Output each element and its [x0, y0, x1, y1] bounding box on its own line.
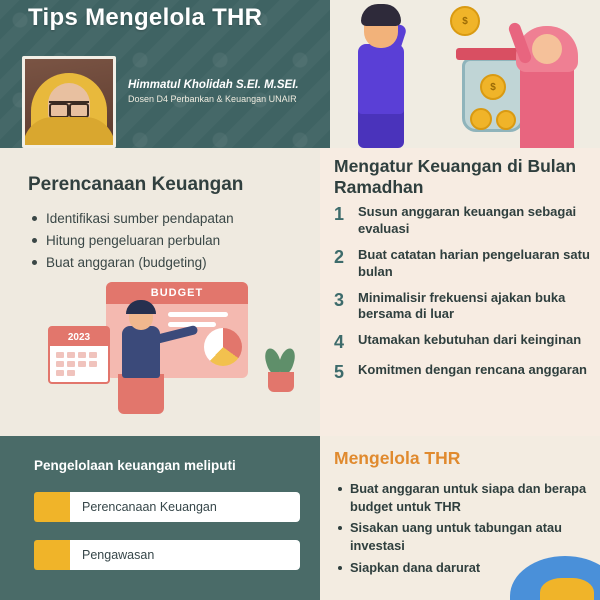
chip-label: Perencanaan Keuangan — [70, 492, 300, 522]
item-number: 5 — [334, 362, 345, 383]
planning-panel — [0, 148, 320, 436]
calendar-cell — [89, 361, 97, 367]
page-title: Tips Mengelola THR — [28, 4, 263, 31]
chip-tag — [34, 540, 70, 570]
scope-chip — [34, 492, 300, 522]
item-number: 1 — [334, 204, 345, 224]
thr-title: Mengelola THR — [334, 448, 461, 468]
thr-panel — [320, 436, 600, 600]
glasses-icon — [49, 101, 89, 112]
speaker-credit — [128, 78, 328, 106]
ramadhan-panel — [320, 148, 600, 436]
scope-chip — [34, 540, 300, 570]
item-number: 3 — [334, 289, 345, 310]
ramadhan-list — [334, 204, 596, 392]
ramadhan-title: Mengatur Keuangan di Bulan Ramadhan — [334, 156, 577, 197]
calendar-cell — [67, 370, 75, 376]
planning-list — [30, 208, 314, 274]
speaker-photo — [22, 56, 116, 148]
calendar-cell — [67, 361, 75, 367]
list-item — [334, 332, 596, 353]
coin-symbol: $ — [490, 81, 496, 93]
pie-chart-icon — [204, 328, 242, 366]
scope-panel — [0, 436, 320, 600]
calendar-cell — [56, 352, 64, 358]
list-item — [334, 247, 596, 281]
list-item: Siapkan dana darurat — [336, 559, 590, 577]
calendar-grid — [56, 352, 104, 376]
scope-title: Pengelolaan keuangan meliputi — [34, 458, 236, 473]
item-text: Komitmen dengan rencana anggaran — [358, 362, 587, 378]
header-panel — [0, 0, 330, 148]
item-number: 2 — [334, 246, 345, 267]
calendar-icon — [48, 326, 110, 384]
coin-icon — [450, 6, 480, 36]
list-item — [334, 290, 596, 324]
hero-illustration — [330, 0, 600, 148]
item-text: Minimalisir frekuensi ajakan buka bersama di luar — [358, 289, 566, 322]
speaker-role: Dosen D4 Perbankan & Keuangan UNAIR — [128, 94, 297, 105]
illustration-person-left-hair — [361, 4, 401, 26]
budget-illustration — [18, 276, 308, 428]
list-item: Sisakan uang untuk tabungan atau investasi — [336, 519, 590, 554]
coin-icon — [470, 108, 492, 130]
coin-icon — [480, 74, 506, 100]
illustration-person-body — [122, 326, 160, 378]
coin-symbol: $ — [462, 15, 468, 27]
item-text: Susun anggaran keuangan sebagai evaluasi — [358, 204, 577, 236]
speaker-name: Himmatul Kholidah S.EI. M.SEI. — [128, 79, 299, 91]
list-item: Hitung pengeluaran perbulan — [30, 230, 314, 252]
item-text: Buat catatan harian pengeluaran satu bulan — [358, 246, 590, 279]
calendar-cell — [67, 352, 75, 358]
calendar-cell — [56, 370, 64, 376]
illustration-person-right-face — [532, 34, 562, 64]
list-item: Identifikasi sumber pendapatan — [30, 208, 314, 230]
calendar-cell — [89, 352, 97, 358]
body-shape — [23, 117, 115, 148]
calendar-year: 2023 — [50, 328, 108, 346]
illustration-person-legs — [118, 374, 164, 414]
coin-icon — [496, 110, 516, 130]
list-item — [334, 204, 596, 238]
chip-label: Pengawasan — [70, 540, 300, 570]
list-item — [334, 362, 596, 383]
plant-pot — [268, 372, 294, 392]
list-item: Buat anggaran (budgeting) — [30, 252, 314, 274]
list-item: Buat anggaran untuk siapa dan berapa budget untuk THR — [336, 480, 590, 515]
plant-icon — [264, 346, 298, 392]
budget-board-label: BUDGET — [106, 282, 248, 304]
item-text: Utamakan kebutuhan dari keinginan — [358, 332, 582, 348]
chip-tag — [34, 492, 70, 522]
planning-title: Perencanaan Keuangan — [28, 174, 244, 195]
calendar-cell — [78, 352, 86, 358]
item-number: 4 — [334, 332, 345, 353]
calendar-cell — [78, 361, 86, 367]
decorative-blob — [540, 578, 594, 600]
calendar-cell — [56, 361, 64, 367]
board-line — [168, 312, 228, 317]
